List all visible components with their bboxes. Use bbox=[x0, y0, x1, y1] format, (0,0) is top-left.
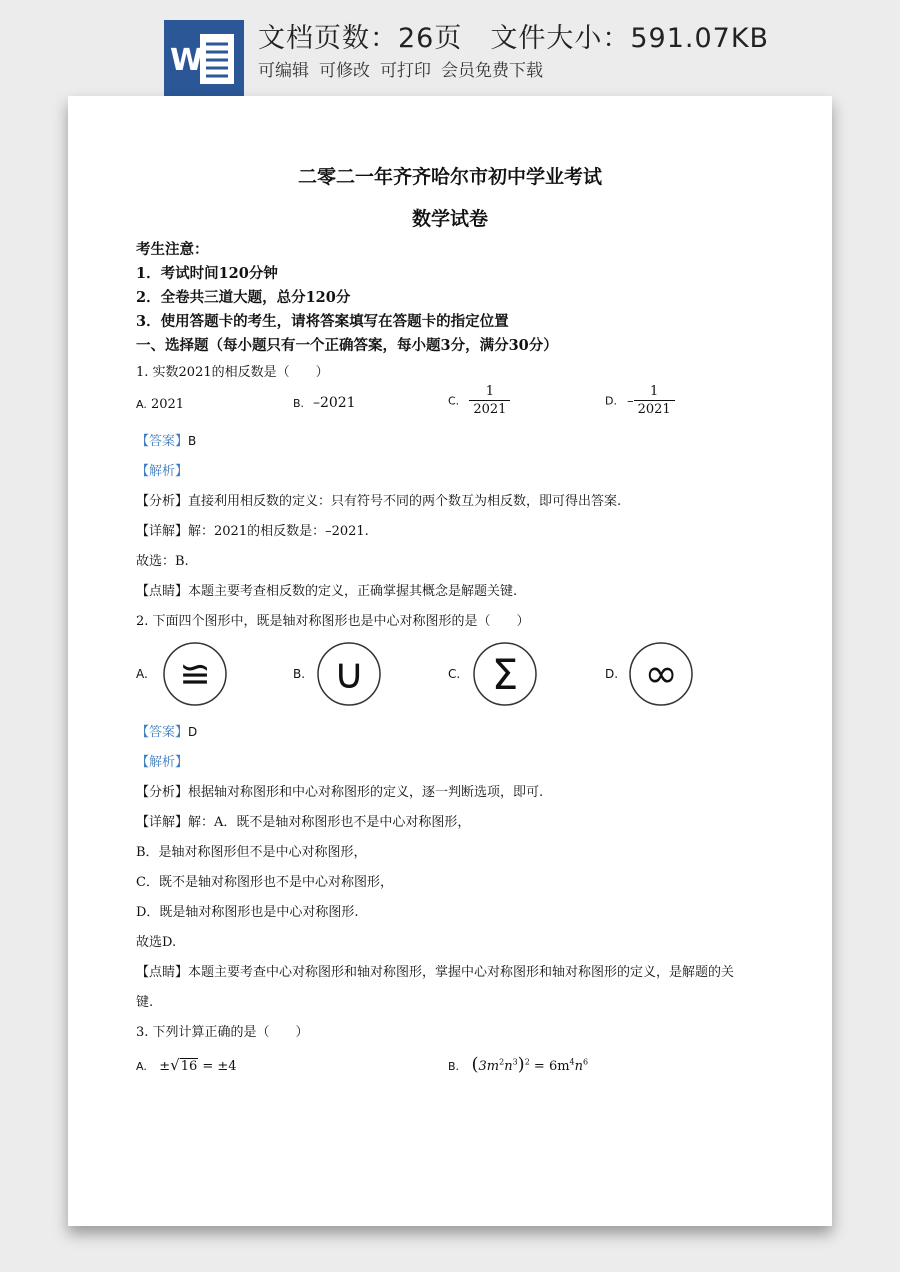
notice-item: 2．全卷共三道大题，总分120分 bbox=[136, 289, 351, 306]
fenxi-tag: 【分析】 bbox=[136, 494, 189, 509]
option-label: B. bbox=[448, 1060, 460, 1073]
notice-heading: 考生注意： bbox=[136, 241, 209, 258]
q1-xiangjie bbox=[136, 520, 369, 539]
radicand: 16 bbox=[180, 1059, 198, 1074]
q1-option-d bbox=[605, 384, 675, 418]
sqrt-sign: √ bbox=[170, 1056, 180, 1074]
symbol-glyph: ∪ bbox=[333, 649, 365, 698]
fenxi-text: 直接利用相反数的定义：只有符号不同的两个数互为相反数，即可得出答案. bbox=[188, 494, 622, 509]
open-paren: ( bbox=[471, 1054, 479, 1075]
symbol-glyph: ≌ bbox=[179, 652, 211, 696]
dianjing-tag: 【点睛】 bbox=[136, 584, 189, 599]
q2-line-d: D．既是轴对称图形也是中心对称图形. bbox=[136, 905, 359, 920]
q1-option-a bbox=[136, 397, 184, 412]
xiangjie-tag: 【详解】 bbox=[136, 815, 189, 830]
dianjing-text: 本题主要考查中心对称图形和轴对称图形，掌握中心对称图形和轴对称图形的定义，是解题的关 bbox=[188, 965, 735, 980]
minus-sign: – bbox=[627, 393, 634, 409]
rhs-term: = 6m bbox=[533, 1059, 570, 1074]
q2-dianjing-cont: 键. bbox=[136, 995, 154, 1010]
feature-modifiable: 可修改 bbox=[319, 61, 370, 81]
q1-dianjing bbox=[136, 580, 517, 599]
option-label: A. bbox=[136, 398, 147, 411]
q1-choice: 故选：B. bbox=[136, 554, 189, 569]
q2-xiangjie bbox=[136, 811, 470, 830]
question-3-stem: 3. 下列计算正确的是（ ） bbox=[136, 1025, 309, 1040]
q2-choice: 故选D. bbox=[136, 935, 177, 950]
feature-printable: 可打印 bbox=[380, 61, 431, 81]
q1-analysis-tag: 【解析】 bbox=[136, 464, 189, 479]
notice-item: 3．使用答题卡的考生，请将答案填写在答题卡的指定位置 bbox=[136, 313, 509, 330]
rhs-exp-m: 4 bbox=[569, 1057, 575, 1067]
sigma-symbol-icon bbox=[472, 641, 538, 707]
rhs-exp-n: 6 bbox=[583, 1057, 589, 1067]
xiangjie-text: 解：A．既不是轴对称图形也不是中心对称图形， bbox=[188, 815, 471, 830]
close-paren: ) bbox=[517, 1054, 525, 1075]
dianjing-tag: 【点睛】 bbox=[136, 965, 189, 980]
question-2-stem: 2. 下面四个图形中，既是轴对称图形也是中心对称图形的是（ ） bbox=[136, 614, 530, 629]
outer-exp: 2 bbox=[524, 1057, 530, 1067]
plus-minus: ± bbox=[159, 1059, 171, 1074]
option-value: –2021 bbox=[312, 395, 356, 411]
q2-option-c-label: C. bbox=[448, 667, 461, 681]
q2-fenxi bbox=[136, 781, 543, 800]
base-term: 3m bbox=[478, 1059, 500, 1074]
download-banner bbox=[0, 0, 900, 100]
question-1-stem: 1. 实数2021的相反数是（ ） bbox=[136, 365, 329, 380]
q2-option-d-label: D. bbox=[605, 667, 619, 681]
q1-answer bbox=[136, 430, 196, 449]
document-page bbox=[68, 96, 832, 1226]
q2-line-b: B．是轴对称图形但不是中心对称图形， bbox=[136, 845, 367, 860]
rhs-n: n bbox=[574, 1059, 584, 1074]
xiangjie-text: 解：2021的相反数是：–2021. bbox=[188, 524, 369, 539]
denominator: 2021 bbox=[473, 402, 507, 417]
svg-text:W: W bbox=[170, 43, 204, 78]
feature-free-download: 会员免费下载 bbox=[441, 61, 543, 81]
symbol-glyph: ∞ bbox=[644, 651, 678, 697]
option-label: C. bbox=[448, 394, 460, 408]
answer-tag: 【答案】 bbox=[136, 725, 189, 740]
dianjing-text: 本题主要考查相反数的定义，正确掌握其概念是解题关键. bbox=[188, 584, 518, 599]
fraction bbox=[469, 384, 510, 418]
option-label: D. bbox=[605, 394, 617, 408]
symbol-glyph: Σ bbox=[491, 650, 519, 699]
word-document-icon bbox=[164, 20, 244, 96]
congruent-symbol-icon bbox=[162, 641, 228, 707]
n-term: n bbox=[504, 1059, 513, 1074]
q1-option-b bbox=[293, 395, 356, 411]
option-label: B. bbox=[293, 397, 305, 410]
option-label: A. bbox=[136, 1060, 147, 1073]
exam-title: 二零二一年齐齐哈尔市初中学业考试 bbox=[297, 166, 602, 188]
exp-n: 3 bbox=[512, 1057, 518, 1067]
q2-option-a-label: A. bbox=[136, 667, 148, 681]
file-size: 文件大小：591.07KB bbox=[490, 23, 770, 54]
union-symbol-icon bbox=[316, 641, 382, 707]
q2-dianjing bbox=[136, 961, 734, 980]
answer-tag: 【答案】 bbox=[136, 434, 189, 449]
equals-result: = ±4 bbox=[202, 1059, 237, 1074]
answer-value: B bbox=[188, 434, 197, 448]
q1-option-c bbox=[448, 384, 510, 418]
fraction bbox=[634, 384, 675, 418]
section-heading: 一、选择题（每小题只有一个正确答案，每小题3分，满分30分） bbox=[136, 337, 558, 354]
q3-option-a bbox=[136, 1056, 237, 1074]
feature-editable: 可编辑 bbox=[258, 61, 309, 81]
q2-answer bbox=[136, 721, 197, 740]
q2-option-b-label: B. bbox=[293, 667, 306, 681]
page-count: 文档页数：26页 bbox=[258, 23, 463, 54]
denominator: 2021 bbox=[637, 402, 671, 417]
xiangjie-tag: 【详解】 bbox=[136, 524, 189, 539]
q2-analysis-tag: 【解析】 bbox=[136, 755, 189, 770]
fenxi-tag: 【分析】 bbox=[136, 785, 189, 800]
q1-fenxi bbox=[136, 490, 621, 509]
option-value: 2021 bbox=[150, 397, 185, 412]
numerator: 1 bbox=[634, 384, 675, 401]
notice-item: 1．考试时间120分钟 bbox=[136, 265, 278, 282]
exp-m: 2 bbox=[499, 1057, 505, 1067]
fenxi-text: 根据轴对称图形和中心对称图形的定义，逐一判断选项，即可. bbox=[188, 785, 544, 800]
q3-option-b bbox=[448, 1054, 588, 1075]
q2-line-c: C．既不是轴对称图形也不是中心对称图形， bbox=[136, 875, 393, 890]
banner-features bbox=[258, 56, 553, 81]
exam-subtitle: 数学试卷 bbox=[411, 208, 488, 230]
numerator: 1 bbox=[469, 384, 510, 401]
answer-value: D bbox=[188, 725, 198, 739]
banner-title bbox=[258, 16, 797, 55]
infinity-symbol-icon bbox=[628, 641, 694, 707]
